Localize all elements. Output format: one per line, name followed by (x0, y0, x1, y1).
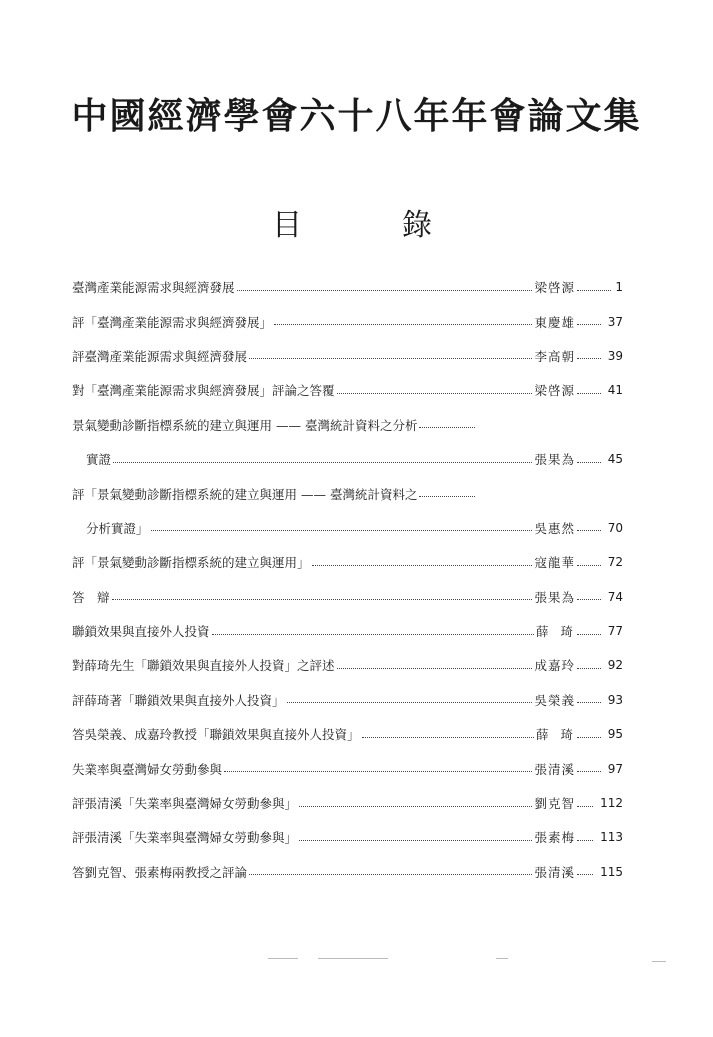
entry-author: 張清溪 (534, 761, 575, 777)
dot-leader (577, 702, 601, 703)
scan-artifact-line (496, 958, 508, 959)
entry-author: 吳惠然 (534, 520, 575, 536)
dot-leader (577, 634, 601, 635)
entry-author: 張果為 (534, 452, 575, 468)
entry-title-continuation: 實證 (86, 452, 112, 468)
dot-leader (577, 737, 601, 738)
entry-title: 評張清溪「失業率與臺灣婦女勞動參與」 (72, 796, 298, 812)
dot-leader (362, 737, 534, 738)
dot-leader (237, 290, 533, 291)
entry-title: 對「臺灣產業能源需求與經濟發展」評論之答覆 (72, 383, 335, 399)
entry-title: 臺灣產業能源需求與經濟發展 (72, 280, 235, 296)
table-of-contents (72, 270, 623, 889)
toc-entry-continuation (72, 442, 623, 476)
toc-heading-char-1: 目 (272, 208, 302, 243)
toc-entry (72, 476, 623, 510)
dot-leader (577, 806, 593, 807)
dot-leader (577, 771, 601, 772)
toc-entry (72, 339, 623, 373)
toc-entry (72, 408, 623, 442)
toc-heading-char-2: 錄 (402, 208, 432, 243)
entry-page: 92 (607, 658, 623, 673)
scan-artifact-line (268, 958, 298, 959)
entry-page: 74 (607, 589, 623, 604)
entry-title: 景氣變動診斷指標系統的建立與運用 —— 臺灣統計資料之分析 (72, 417, 418, 433)
dot-leader (224, 771, 532, 772)
toc-entry (72, 304, 623, 338)
dot-leader (577, 358, 601, 359)
entry-page: 113 (600, 830, 623, 845)
entry-author: 吳榮義 (534, 692, 575, 708)
dot-leader (577, 393, 601, 394)
entry-page: 95 (607, 727, 623, 742)
dot-leader (287, 702, 533, 703)
dot-leader (419, 496, 475, 497)
toc-entry (72, 614, 623, 648)
entry-author: 梁啓源 (534, 383, 575, 399)
toc-entry (72, 751, 623, 785)
dot-leader (337, 668, 533, 669)
dot-leader (577, 530, 601, 531)
entry-title: 答劉克智、張素梅兩教授之評論 (72, 864, 248, 880)
entry-page: 37 (607, 314, 623, 329)
dot-leader (249, 358, 532, 359)
toc-entry (72, 580, 623, 614)
dot-leader (577, 290, 611, 291)
toc-entry (72, 683, 623, 717)
dot-leader (113, 462, 532, 463)
dot-leader (299, 840, 532, 841)
entry-title: 失業率與臺灣婦女勞動參與 (72, 761, 223, 777)
dot-leader (577, 565, 601, 566)
dot-leader (577, 840, 593, 841)
dot-leader (112, 599, 533, 600)
toc-heading (272, 200, 432, 244)
entry-author: 劉克智 (534, 796, 575, 812)
toc-entry (72, 648, 623, 682)
toc-entry (72, 820, 623, 854)
entry-author: 李高朝 (534, 348, 575, 364)
entry-title-continuation: 分析實證」 (86, 520, 149, 536)
scan-artifact-line (318, 958, 388, 959)
dot-leader (312, 565, 533, 566)
entry-title: 對薛琦先生「聯鎖效果與直接外人投資」之評述 (72, 658, 335, 674)
dot-leader (577, 668, 601, 669)
entry-title: 評薛琦著「聯鎖效果與直接外人投資」 (72, 692, 285, 708)
toc-entry-continuation (72, 511, 623, 545)
entry-page: 70 (607, 520, 623, 535)
toc-entry (72, 717, 623, 751)
entry-title: 答 辯 (72, 589, 110, 605)
entry-author: 梁啓源 (534, 280, 575, 296)
entry-title: 評「景氣變動診斷指標系統的建立與運用 —— 臺灣統計資料之 (72, 486, 418, 502)
entry-page: 1 (615, 280, 623, 295)
dot-leader (419, 427, 475, 428)
dot-leader (151, 530, 533, 531)
toc-entry (72, 545, 623, 579)
dot-leader (274, 324, 532, 325)
entry-page: 41 (607, 383, 623, 398)
entry-author: 成嘉玲 (534, 658, 575, 674)
toc-entry (72, 270, 623, 304)
toc-entry (72, 786, 623, 820)
entry-page: 77 (607, 624, 623, 639)
entry-author: 張素梅 (534, 830, 575, 846)
dot-leader (577, 324, 601, 325)
entry-title: 答吳榮義、成嘉玲教授「聯鎖效果與直接外人投資」 (72, 727, 360, 743)
entry-page: 72 (607, 555, 623, 570)
dot-leader (299, 806, 532, 807)
toc-entry (72, 373, 623, 407)
dot-leader (337, 393, 533, 394)
scan-artifact-line (652, 961, 666, 962)
entry-author: 張清溪 (534, 864, 575, 880)
entry-author: 寇龍華 (534, 555, 575, 571)
dot-leader (249, 874, 532, 875)
dot-leader (577, 599, 601, 600)
dot-leader (577, 874, 593, 875)
entry-author: 張果為 (534, 589, 575, 605)
entry-author: 薛琦 (535, 727, 585, 743)
entry-title: 評張清溪「失業率與臺灣婦女勞動參與」 (72, 830, 298, 846)
entry-page: 97 (607, 761, 623, 776)
entry-title: 聯鎖效果與直接外人投資 (72, 624, 210, 640)
dot-leader (577, 462, 601, 463)
entry-page: 45 (607, 452, 623, 467)
entry-page: 39 (607, 348, 623, 363)
entry-author: 薛琦 (535, 624, 585, 640)
entry-title: 評「臺灣產業能源需求與經濟發展」 (72, 314, 273, 330)
dot-leader (212, 634, 534, 635)
entry-title: 評臺灣產業能源需求與經濟發展 (72, 348, 248, 364)
book-title: 中國經濟學會六十八年年會論文集 (71, 95, 642, 137)
entry-author: 東慶雄 (534, 314, 575, 330)
entry-page: 115 (600, 864, 623, 879)
entry-page: 93 (607, 692, 623, 707)
entry-page: 112 (600, 796, 623, 811)
toc-entry (72, 855, 623, 889)
entry-title: 評「景氣變動診斷指標系統的建立與運用」 (72, 555, 310, 571)
